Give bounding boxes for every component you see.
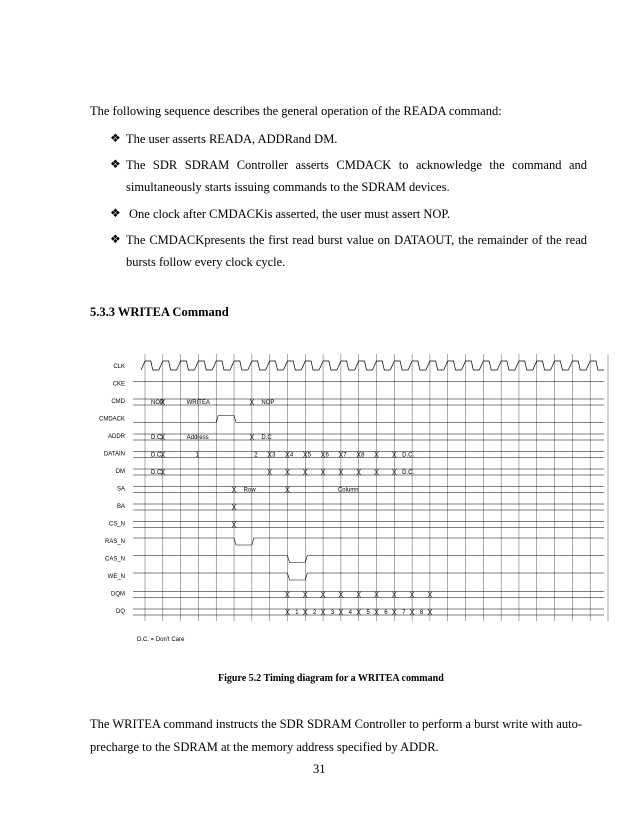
rasn-wave <box>133 538 604 545</box>
dq-value: 1 <box>295 610 299 616</box>
bullet-2-line-1: The SDR SDRAM Controller asserts CMDACK to acknowledge the command and <box>126 158 587 172</box>
intro-paragraph: The following sequence describes the general operation of the READA command: <box>90 104 502 118</box>
signal-label: CMDACK <box>98 416 125 423</box>
dm-value: D.C. <box>151 470 163 476</box>
bullet-2-line-2: simultaneously starts issuing commands to the SDRAM devices. <box>126 180 450 194</box>
signal-label: RAS_N <box>104 539 125 545</box>
sa-value: Column <box>337 487 359 494</box>
diagram-legend: D.C. = Don't Care <box>137 637 185 643</box>
bullet-4-line-1: The CMDACKpresents the first read burst value on DATAOUT, the remainder of the read <box>126 233 587 247</box>
dq-value: 2 <box>313 610 317 616</box>
signal-label: DATAIN <box>103 451 125 458</box>
bullet-1: The user asserts READA, ADDRand DM. <box>126 132 338 146</box>
signal-label: DQM <box>111 591 125 598</box>
wen-wave <box>133 573 604 580</box>
cmd-value: NOP <box>261 400 275 406</box>
dq-value: 8 <box>419 610 424 616</box>
addr-value: Address <box>186 435 209 441</box>
datain-value: 8 <box>361 452 365 459</box>
signal-label: CLK <box>113 364 125 370</box>
dq-value: 4 <box>348 610 353 616</box>
cmd-value: NOP <box>151 400 165 406</box>
dq-value: 6 <box>384 610 388 616</box>
dq-value: 7 <box>402 610 406 616</box>
sa-value: Row <box>243 487 256 494</box>
signal-label: WE_N <box>107 574 125 580</box>
figure-caption: Figure 5.2 Timing diagram for a WRITEA command <box>218 673 444 684</box>
datain-value: 1 <box>195 452 199 459</box>
bullet-icon: ❖ <box>110 232 121 246</box>
bullet-4-line-2: bursts follow every clock cycle. <box>126 255 286 269</box>
timing-diagram <box>0 350 638 650</box>
datain-value: 3 <box>272 452 276 459</box>
cmdack-wave <box>133 416 604 423</box>
cmd-value: WRITEA <box>186 400 210 406</box>
signal-label: CMD <box>111 399 125 405</box>
datain-value: 4 <box>289 452 294 459</box>
section-heading: 5.3.3 WRITEA Command <box>90 305 229 319</box>
dq-value: 3 <box>330 610 335 616</box>
signal-label: BA <box>116 504 125 510</box>
datain-value: 5 <box>307 452 312 459</box>
datain-value: 2 <box>254 452 258 459</box>
body-paragraph-line-2: precharge to the SDRAM at the memory address specified by ADDR. <box>90 740 439 754</box>
bullet-3: One clock after CMDACKis asserted, the user must assert NOP. <box>129 207 451 221</box>
datain-value: D.C. <box>402 452 415 459</box>
dm-value: D.C. <box>402 470 415 476</box>
signal-label: CAS_N <box>104 556 125 563</box>
page-number: 31 <box>313 762 326 776</box>
datain-value: D.C. <box>151 452 163 459</box>
signal-label: ADDR <box>107 434 125 440</box>
addr-value: D.C. <box>151 435 163 441</box>
addr-value: D.C <box>261 435 272 441</box>
signal-label: DM <box>115 469 125 475</box>
dq-value: 5 <box>366 610 370 616</box>
signal-label: SA <box>116 486 125 493</box>
bullet-icon: ❖ <box>110 206 121 220</box>
datain-value: 7 <box>343 452 347 459</box>
bullet-icon: ❖ <box>110 157 121 171</box>
body-paragraph-line-1: The WRITEA command instructs the SDR SDRAM Controller to perform a burst write with auto- <box>90 717 583 731</box>
signal-label: DQ <box>116 609 125 615</box>
signal-label: CS_N <box>108 521 125 528</box>
bullet-icon: ❖ <box>110 131 121 145</box>
signal-label: CKE <box>112 381 125 388</box>
casn-wave <box>133 556 604 563</box>
datain-value: 6 <box>325 452 329 459</box>
